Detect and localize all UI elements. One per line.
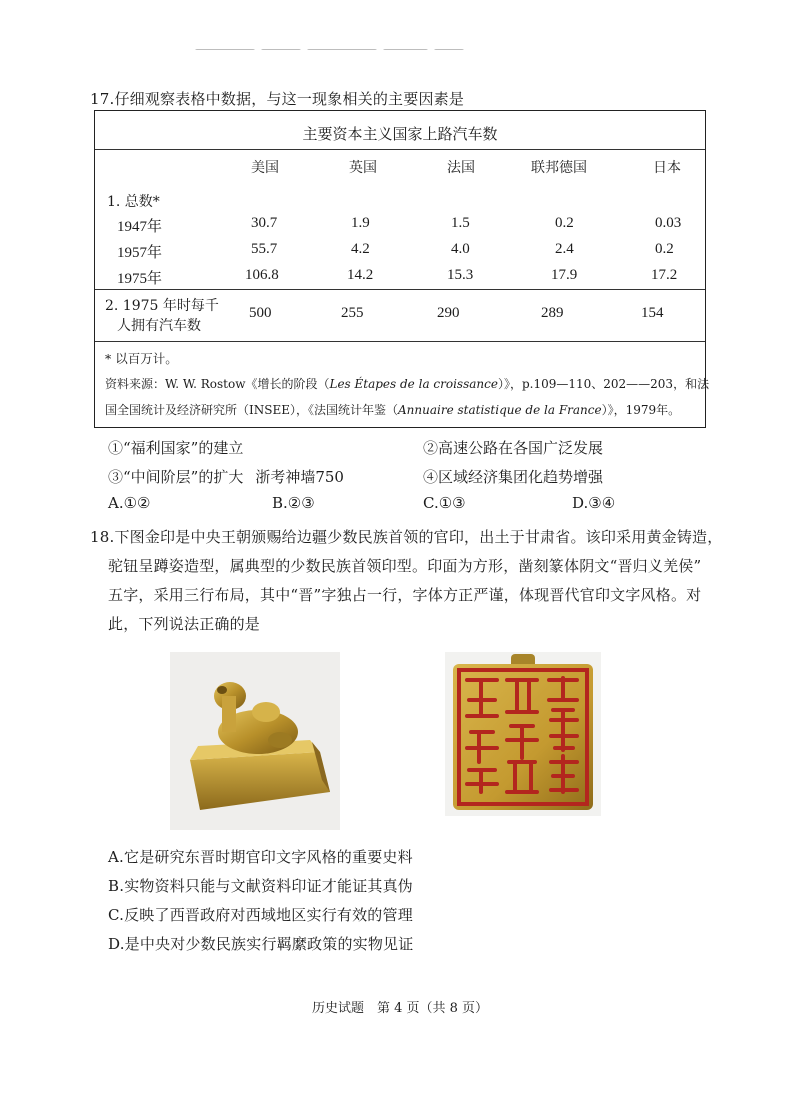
table-source-line1: 资料来源：W. W. Rostow《增长的阶段（Les Étapes de la croissance）》，p.109—110、202——203，和法 [105, 377, 710, 391]
cell-value: 30.7 [251, 215, 278, 231]
cell-value: 15.3 [447, 267, 474, 283]
q17-item-3: ③“中间阶层”的扩大 浙考神墙750 [108, 468, 344, 486]
col-header-west-germany: 联邦德国 [531, 160, 587, 176]
cell-value: 106.8 [245, 267, 279, 283]
gold-seal-photo [170, 652, 340, 830]
q18-option-b[interactable]: B.实物资料只能与文献资料印证才能证其真伪 [108, 877, 413, 895]
q18-option-a[interactable]: A.它是研究东晋时期官印文字风格的重要史料 [108, 848, 413, 866]
cell-value: 0.2 [655, 241, 674, 257]
section2-label-line2: 人拥有汽车数 [117, 318, 201, 334]
q18-stem-line1: 18.下图金印是中央王朝颁赐给边疆少数民族首领的官印，出土于甘肃省。该印采用黄金铸造， [90, 528, 723, 546]
cell-value: 14.2 [347, 267, 374, 283]
cell-value: 289 [541, 305, 564, 321]
cell-value: 0.03 [655, 215, 682, 231]
cell-value: 17.9 [551, 267, 578, 283]
q17-stem: 17.仔细观察表格中数据，与这一现象相关的主要因素是 [90, 90, 465, 108]
cell-value: 4.0 [451, 241, 470, 257]
col-header-usa: 美国 [251, 160, 279, 176]
section1-label: 1. 总数* [107, 194, 160, 210]
cropped-header-text [195, 40, 480, 50]
q18-stem-line3: 五字，采用三行布局，其中“晋”字独占一行，字体方正严谨，体现晋代官印文字风格。对 [108, 586, 702, 604]
row-year: 1947年 [117, 219, 163, 235]
q17-item-4: ④区域经济集团化趋势增强 [423, 468, 604, 486]
cell-value: 500 [249, 305, 272, 321]
table-source-line2: 国全国统计及经济研究所（INSEE），《法国统计年鉴（Annuaire statistique de la France）》，1979年。 [105, 403, 681, 417]
cell-value: 1.5 [451, 215, 470, 231]
page-footer: 历史试题 第 4 页（共 8 页） [311, 1001, 489, 1016]
col-header-uk: 英国 [349, 160, 377, 176]
cell-value: 55.7 [251, 241, 278, 257]
cell-value: 1.9 [351, 215, 370, 231]
cell-value: 2.4 [555, 241, 574, 257]
q17-item-1: ①“福利国家”的建立 [108, 439, 244, 457]
cell-value: 4.2 [351, 241, 370, 257]
row-year: 1957年 [117, 245, 163, 261]
q18-stem-line2: 驼钮呈蹲姿造型，属典型的少数民族首领印型。印面为方形，凿刻篆体阴文“晋归义羌侯” [108, 557, 702, 575]
cell-value: 17.2 [651, 267, 678, 283]
q18-option-d[interactable]: D.是中央对少数民族实行羁縻政策的实物见证 [108, 935, 414, 953]
q18-option-c[interactable]: C.反映了西晋政府对西域地区实行有效的管理 [108, 906, 413, 924]
watermark-text: 浙考神墙750 [255, 468, 344, 486]
cell-value: 255 [341, 305, 364, 321]
section2-label-line1: 2. 1975 年时每千 [105, 298, 219, 314]
table-note: * 以百万计。 [105, 351, 178, 366]
q18-stem-line4: 此，下列说法正确的是 [108, 615, 261, 633]
q17-option-b[interactable]: B.②③ [272, 494, 315, 512]
q17-option-d[interactable]: D.③④ [572, 494, 616, 512]
table-title: 主要资本主义国家上路汽车数 [302, 125, 498, 143]
seal-face-photo [445, 652, 601, 816]
q17-item-2: ②高速公路在各国广泛发展 [423, 439, 604, 457]
row-year: 1975年 [117, 271, 163, 287]
col-header-japan: 日本 [653, 160, 681, 176]
cell-value: 154 [641, 305, 664, 321]
q17-option-c[interactable]: C.①③ [423, 494, 466, 512]
cell-value: 0.2 [555, 215, 574, 231]
cell-value: 290 [437, 305, 460, 321]
q17-table [94, 110, 710, 428]
q17-option-a[interactable]: A.①② [108, 494, 151, 512]
col-header-france: 法国 [447, 160, 475, 176]
